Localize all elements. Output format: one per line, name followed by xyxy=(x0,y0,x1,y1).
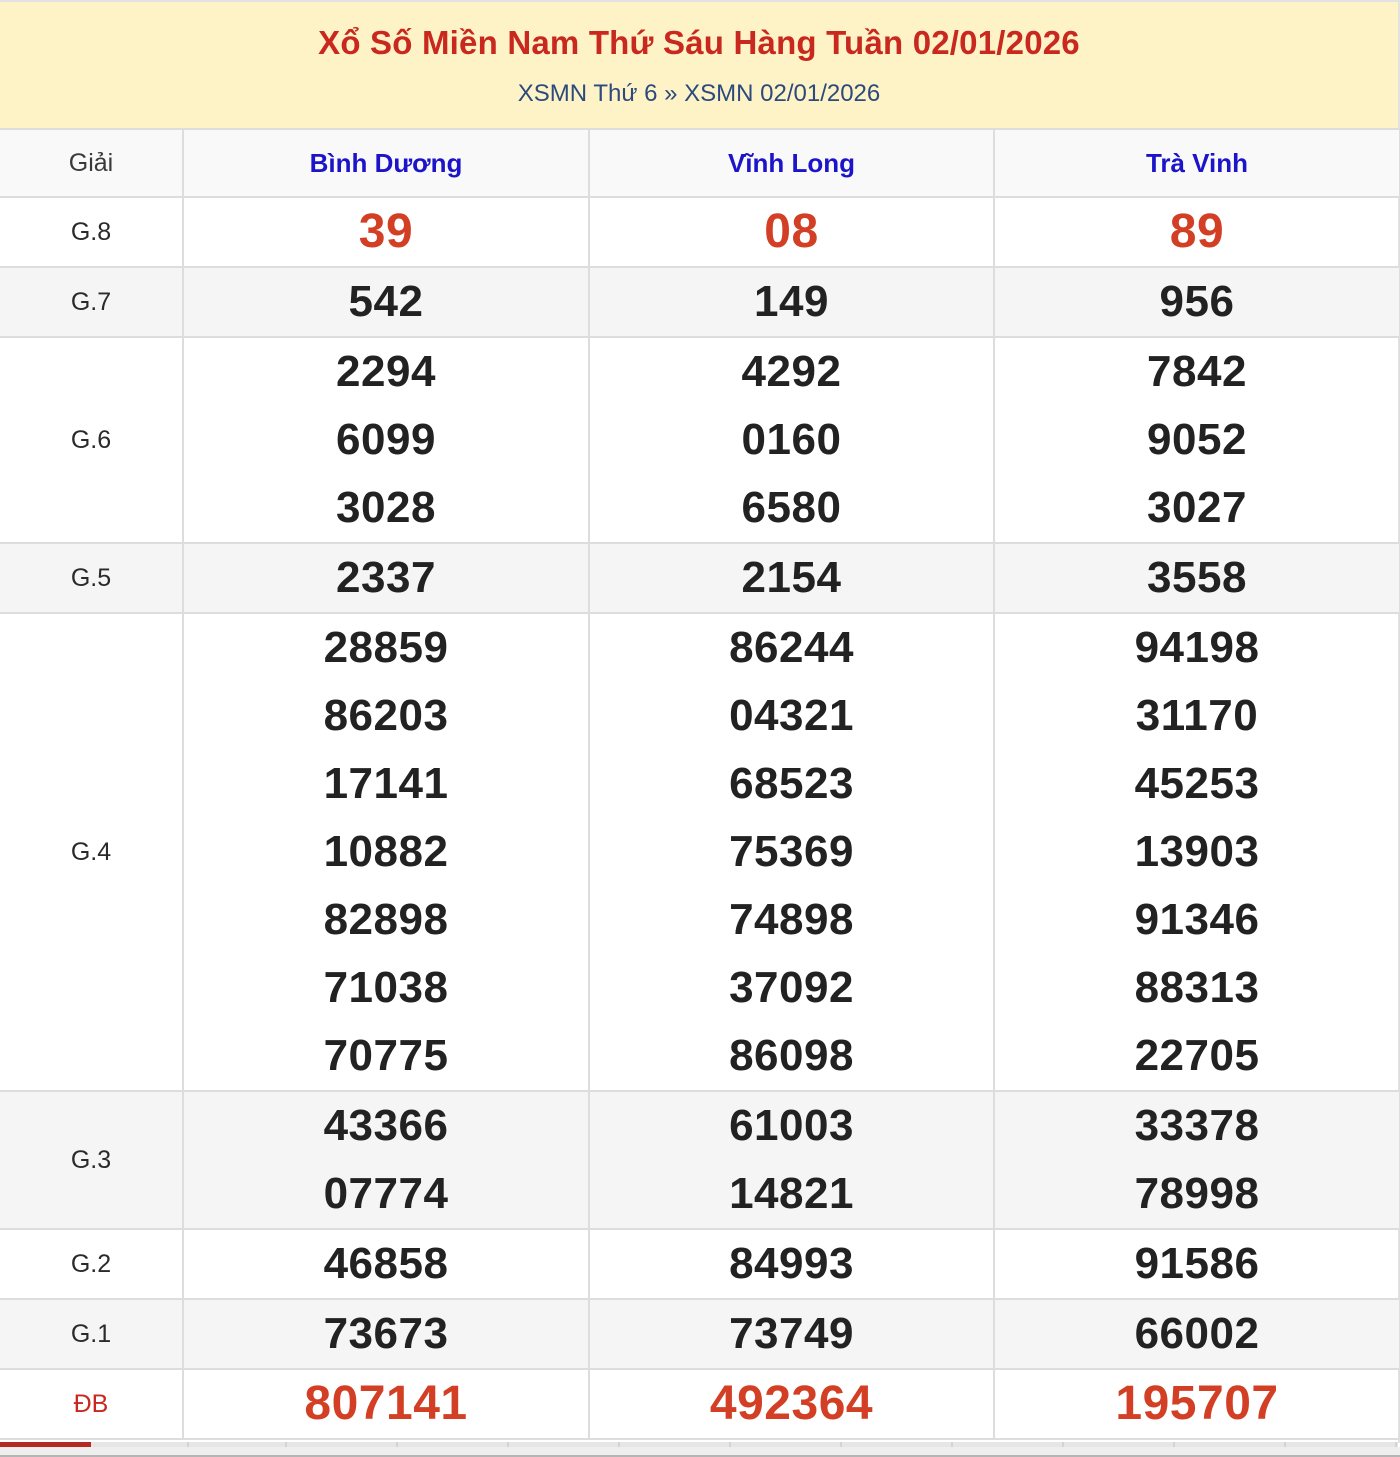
prize-cell xyxy=(589,337,994,543)
prize-number: 04321 xyxy=(729,691,854,740)
prize-row-g2 xyxy=(0,1229,1400,1299)
prize-number: 73673 xyxy=(323,1309,449,1358)
prize-label: ĐB xyxy=(0,1369,183,1439)
prize-cell xyxy=(589,543,994,613)
page-title: Xổ Số Miền Nam Thứ Sáu Hàng Tuần 02/01/2026 xyxy=(318,24,1080,61)
prize-number: 88313 xyxy=(1134,963,1260,1012)
prize-number: 31170 xyxy=(1135,691,1259,740)
prize-label: G.7 xyxy=(0,267,183,337)
prize-number: 46858 xyxy=(323,1239,449,1288)
prize-number: 73749 xyxy=(729,1309,854,1358)
prize-number: 45253 xyxy=(1134,759,1260,808)
prize-number: 86098 xyxy=(729,1031,854,1080)
prize-row-g7 xyxy=(0,267,1400,337)
prize-number: 2294 xyxy=(336,347,436,396)
prize-cell xyxy=(994,613,1400,1091)
prize-number: 2337 xyxy=(336,553,436,602)
prize-cell xyxy=(994,1229,1400,1299)
province-header-tra-vinh[interactable]: Trà Vinh xyxy=(994,129,1400,197)
prize-label: G.6 xyxy=(0,337,183,543)
prize-number: 10882 xyxy=(323,827,449,876)
prize-row-g4 xyxy=(0,613,1400,1091)
prize-number: 9052 xyxy=(1147,415,1247,464)
prize-row-g5 xyxy=(0,543,1400,613)
province-header-binh-duong[interactable]: Bình Dương xyxy=(183,129,589,197)
prize-cell xyxy=(994,1299,1400,1369)
prize-cell xyxy=(589,197,994,267)
prize-number: 17141 xyxy=(323,759,449,808)
prize-cell xyxy=(183,613,589,1091)
prize-row-g8 xyxy=(0,197,1400,267)
prize-cell xyxy=(183,1299,589,1369)
prize-row-g3 xyxy=(0,1091,1400,1229)
horizontal-scrollbar[interactable] xyxy=(0,1447,1400,1457)
prize-cell xyxy=(183,1091,589,1229)
prize-number: 66002 xyxy=(1134,1309,1260,1358)
prize-label: G.5 xyxy=(0,543,183,613)
prize-number: 07774 xyxy=(323,1169,449,1218)
prize-number: 4292 xyxy=(741,347,842,396)
prize-cell xyxy=(183,1229,589,1299)
prize-number: 7842 xyxy=(1147,347,1247,396)
province-header-row xyxy=(0,129,1400,197)
prize-cell xyxy=(994,197,1400,267)
prize-cell xyxy=(994,543,1400,613)
breadcrumb-link-xsmn-thu-6[interactable]: XSMN Thứ 6 xyxy=(517,80,658,107)
prize-number: 94198 xyxy=(1134,623,1260,672)
prize-number: 82898 xyxy=(323,895,449,944)
prize-cell xyxy=(994,1369,1400,1439)
prize-label: G.3 xyxy=(0,1091,183,1229)
prize-label: G.4 xyxy=(0,613,183,1091)
prize-label: G.1 xyxy=(0,1299,183,1369)
prize-number: 2154 xyxy=(741,553,842,602)
special-prize-number: 807141 xyxy=(304,1377,468,1430)
prize-number: 3027 xyxy=(1147,483,1247,532)
prize-number: 84993 xyxy=(729,1239,854,1288)
prize-number: 74898 xyxy=(729,895,854,944)
prize-number: 956 xyxy=(1159,277,1235,326)
prize-number: 86244 xyxy=(729,623,854,672)
prize-cell xyxy=(589,1369,994,1439)
prize-row-g6 xyxy=(0,337,1400,543)
prize-label: G.8 xyxy=(0,197,183,267)
prize-number: 6099 xyxy=(336,415,436,464)
prize-cell xyxy=(589,1229,994,1299)
prize-cell xyxy=(994,337,1400,543)
prize-number: 89 xyxy=(1169,205,1225,258)
prize-number: 14821 xyxy=(729,1169,854,1218)
prize-number: 75369 xyxy=(729,827,854,876)
prize-cell xyxy=(183,337,589,543)
prize-cell xyxy=(183,267,589,337)
results-table xyxy=(0,128,1400,1440)
prize-number: 70775 xyxy=(323,1031,449,1080)
prize-number: 149 xyxy=(754,277,829,326)
prize-number: 08 xyxy=(764,205,819,258)
prize-number: 61003 xyxy=(729,1101,854,1150)
prize-row-db xyxy=(0,1369,1400,1439)
prize-number: 68523 xyxy=(729,759,854,808)
prize-number: 0160 xyxy=(741,415,842,464)
special-prize-number: 492364 xyxy=(709,1377,874,1430)
special-prize-number: 195707 xyxy=(1115,1377,1279,1430)
prize-number: 91586 xyxy=(1134,1239,1260,1288)
prize-number: 39 xyxy=(358,205,414,258)
prize-number: 6580 xyxy=(741,483,842,532)
prize-number: 3028 xyxy=(336,483,436,532)
breadcrumb-link-xsmn-date[interactable]: XSMN 02/01/2026 xyxy=(684,80,881,107)
prize-cell xyxy=(589,1299,994,1369)
prize-number: 33378 xyxy=(1134,1101,1260,1150)
breadcrumb xyxy=(0,80,1398,108)
prize-cell xyxy=(589,267,994,337)
prize-number: 78998 xyxy=(1134,1169,1260,1218)
prize-number: 28859 xyxy=(323,623,449,672)
prize-cell xyxy=(589,1091,994,1229)
prize-number: 22705 xyxy=(1134,1031,1260,1080)
prize-number: 13903 xyxy=(1134,827,1260,876)
prize-row-g1 xyxy=(0,1299,1400,1369)
prize-number: 71038 xyxy=(323,963,449,1012)
prize-number: 86203 xyxy=(323,691,449,740)
prize-number: 43366 xyxy=(323,1101,449,1150)
prize-cell xyxy=(183,197,589,267)
prize-number: 91346 xyxy=(1134,895,1260,944)
province-header-vinh-long[interactable]: Vĩnh Long xyxy=(589,129,994,197)
prize-cell xyxy=(183,543,589,613)
prize-cell xyxy=(994,1091,1400,1229)
prize-cell xyxy=(994,267,1400,337)
prize-label: G.2 xyxy=(0,1229,183,1299)
prize-number: 542 xyxy=(348,277,424,326)
prize-number: 3558 xyxy=(1147,553,1247,602)
breadcrumb-separator: » xyxy=(664,80,678,107)
prize-cell xyxy=(183,1369,589,1439)
prize-cell xyxy=(589,613,994,1091)
prize-number: 37092 xyxy=(729,963,854,1012)
results-header xyxy=(0,2,1398,128)
prize-column-header: Giải xyxy=(0,129,183,197)
